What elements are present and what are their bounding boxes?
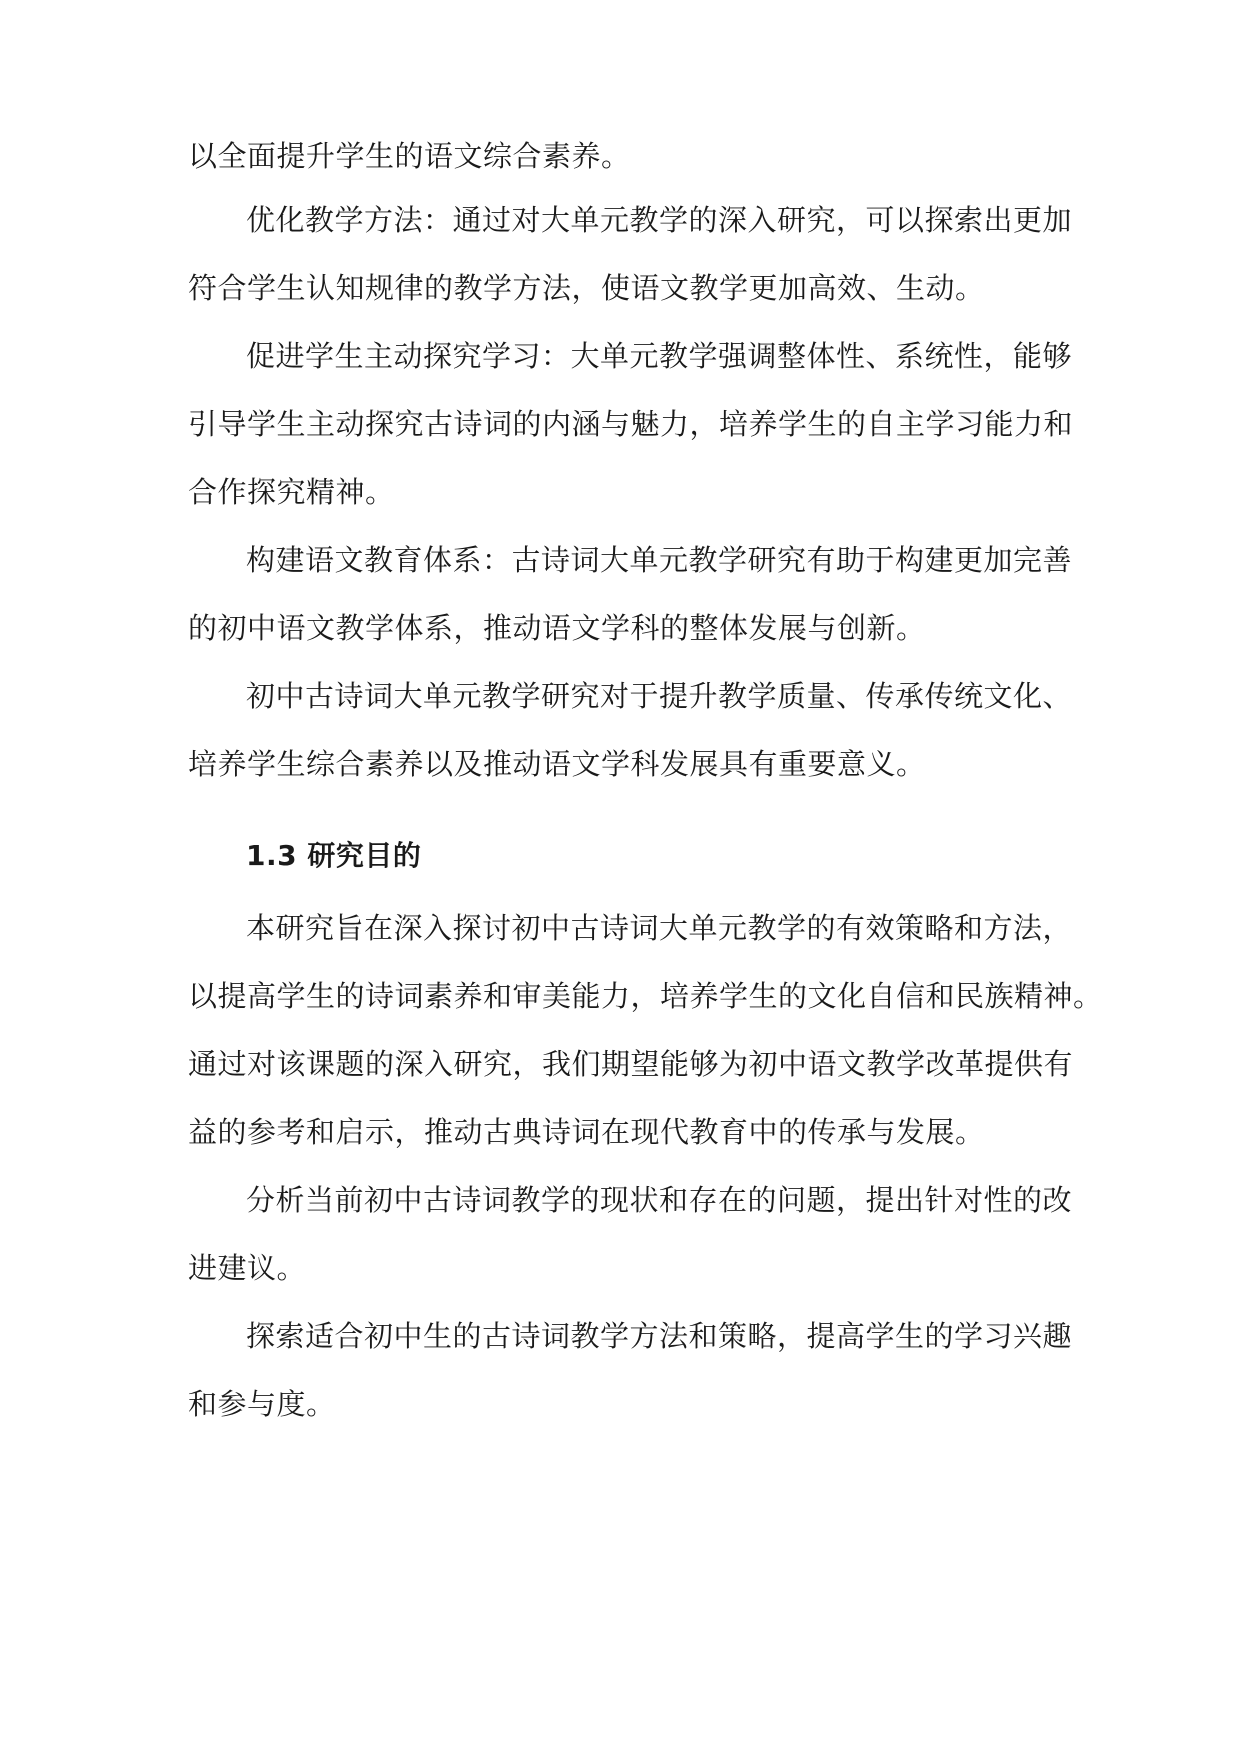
paragraph-line: 构建语文教育体系：古诗词大单元教学研究有助于构建更加完善 <box>246 543 1073 577</box>
paragraph-line: 优化教学方法：通过对大单元教学的深入研究，可以探索出更加 <box>246 203 1073 237</box>
paragraph-line: 通过对该课题的深入研究，我们期望能够为初中语文教学改革提供有 <box>188 1047 1074 1081</box>
paragraph-line: 以提高学生的诗词素养和审美能力，培养学生的文化自信和民族精神。 <box>188 979 1103 1013</box>
paragraph-line: 初中古诗词大单元教学研究对于提升教学质量、传承传统文化、 <box>246 679 1073 713</box>
paragraph-line: 合作探究精神。 <box>188 475 395 509</box>
paragraph-line: 以全面提升学生的语文综合素养。 <box>188 139 631 173</box>
paragraph-line: 分析当前初中古诗词教学的现状和存在的问题，提出针对性的改 <box>246 1183 1073 1217</box>
paragraph-line: 探索适合初中生的古诗词教学方法和策略，提高学生的学习兴趣 <box>246 1319 1073 1353</box>
paragraph-line: 益的参考和启示，推动古典诗词在现代教育中的传承与发展。 <box>188 1115 985 1149</box>
paragraph-line: 培养学生综合素养以及推动语文学科发展具有重要意义。 <box>188 747 926 781</box>
paragraph-line: 进建议。 <box>188 1251 307 1285</box>
paragraph-line: 引导学生主动探究古诗词的内涵与魅力，培养学生的自主学习能力和 <box>188 407 1074 441</box>
section-heading: 1.3 研究目的 <box>246 839 422 872</box>
paragraph-line: 的初中语文教学体系，推动语文学科的整体发展与创新。 <box>188 611 926 645</box>
paragraph-line: 本研究旨在深入探讨初中古诗词大单元教学的有效策略和方法， <box>246 911 1073 945</box>
paragraph-line: 促进学生主动探究学习：大单元教学强调整体性、系统性，能够 <box>246 339 1073 373</box>
paragraph-line: 符合学生认知规律的教学方法，使语文教学更加高效、生动。 <box>188 271 985 305</box>
paragraph-line: 和参与度。 <box>188 1387 336 1421</box>
